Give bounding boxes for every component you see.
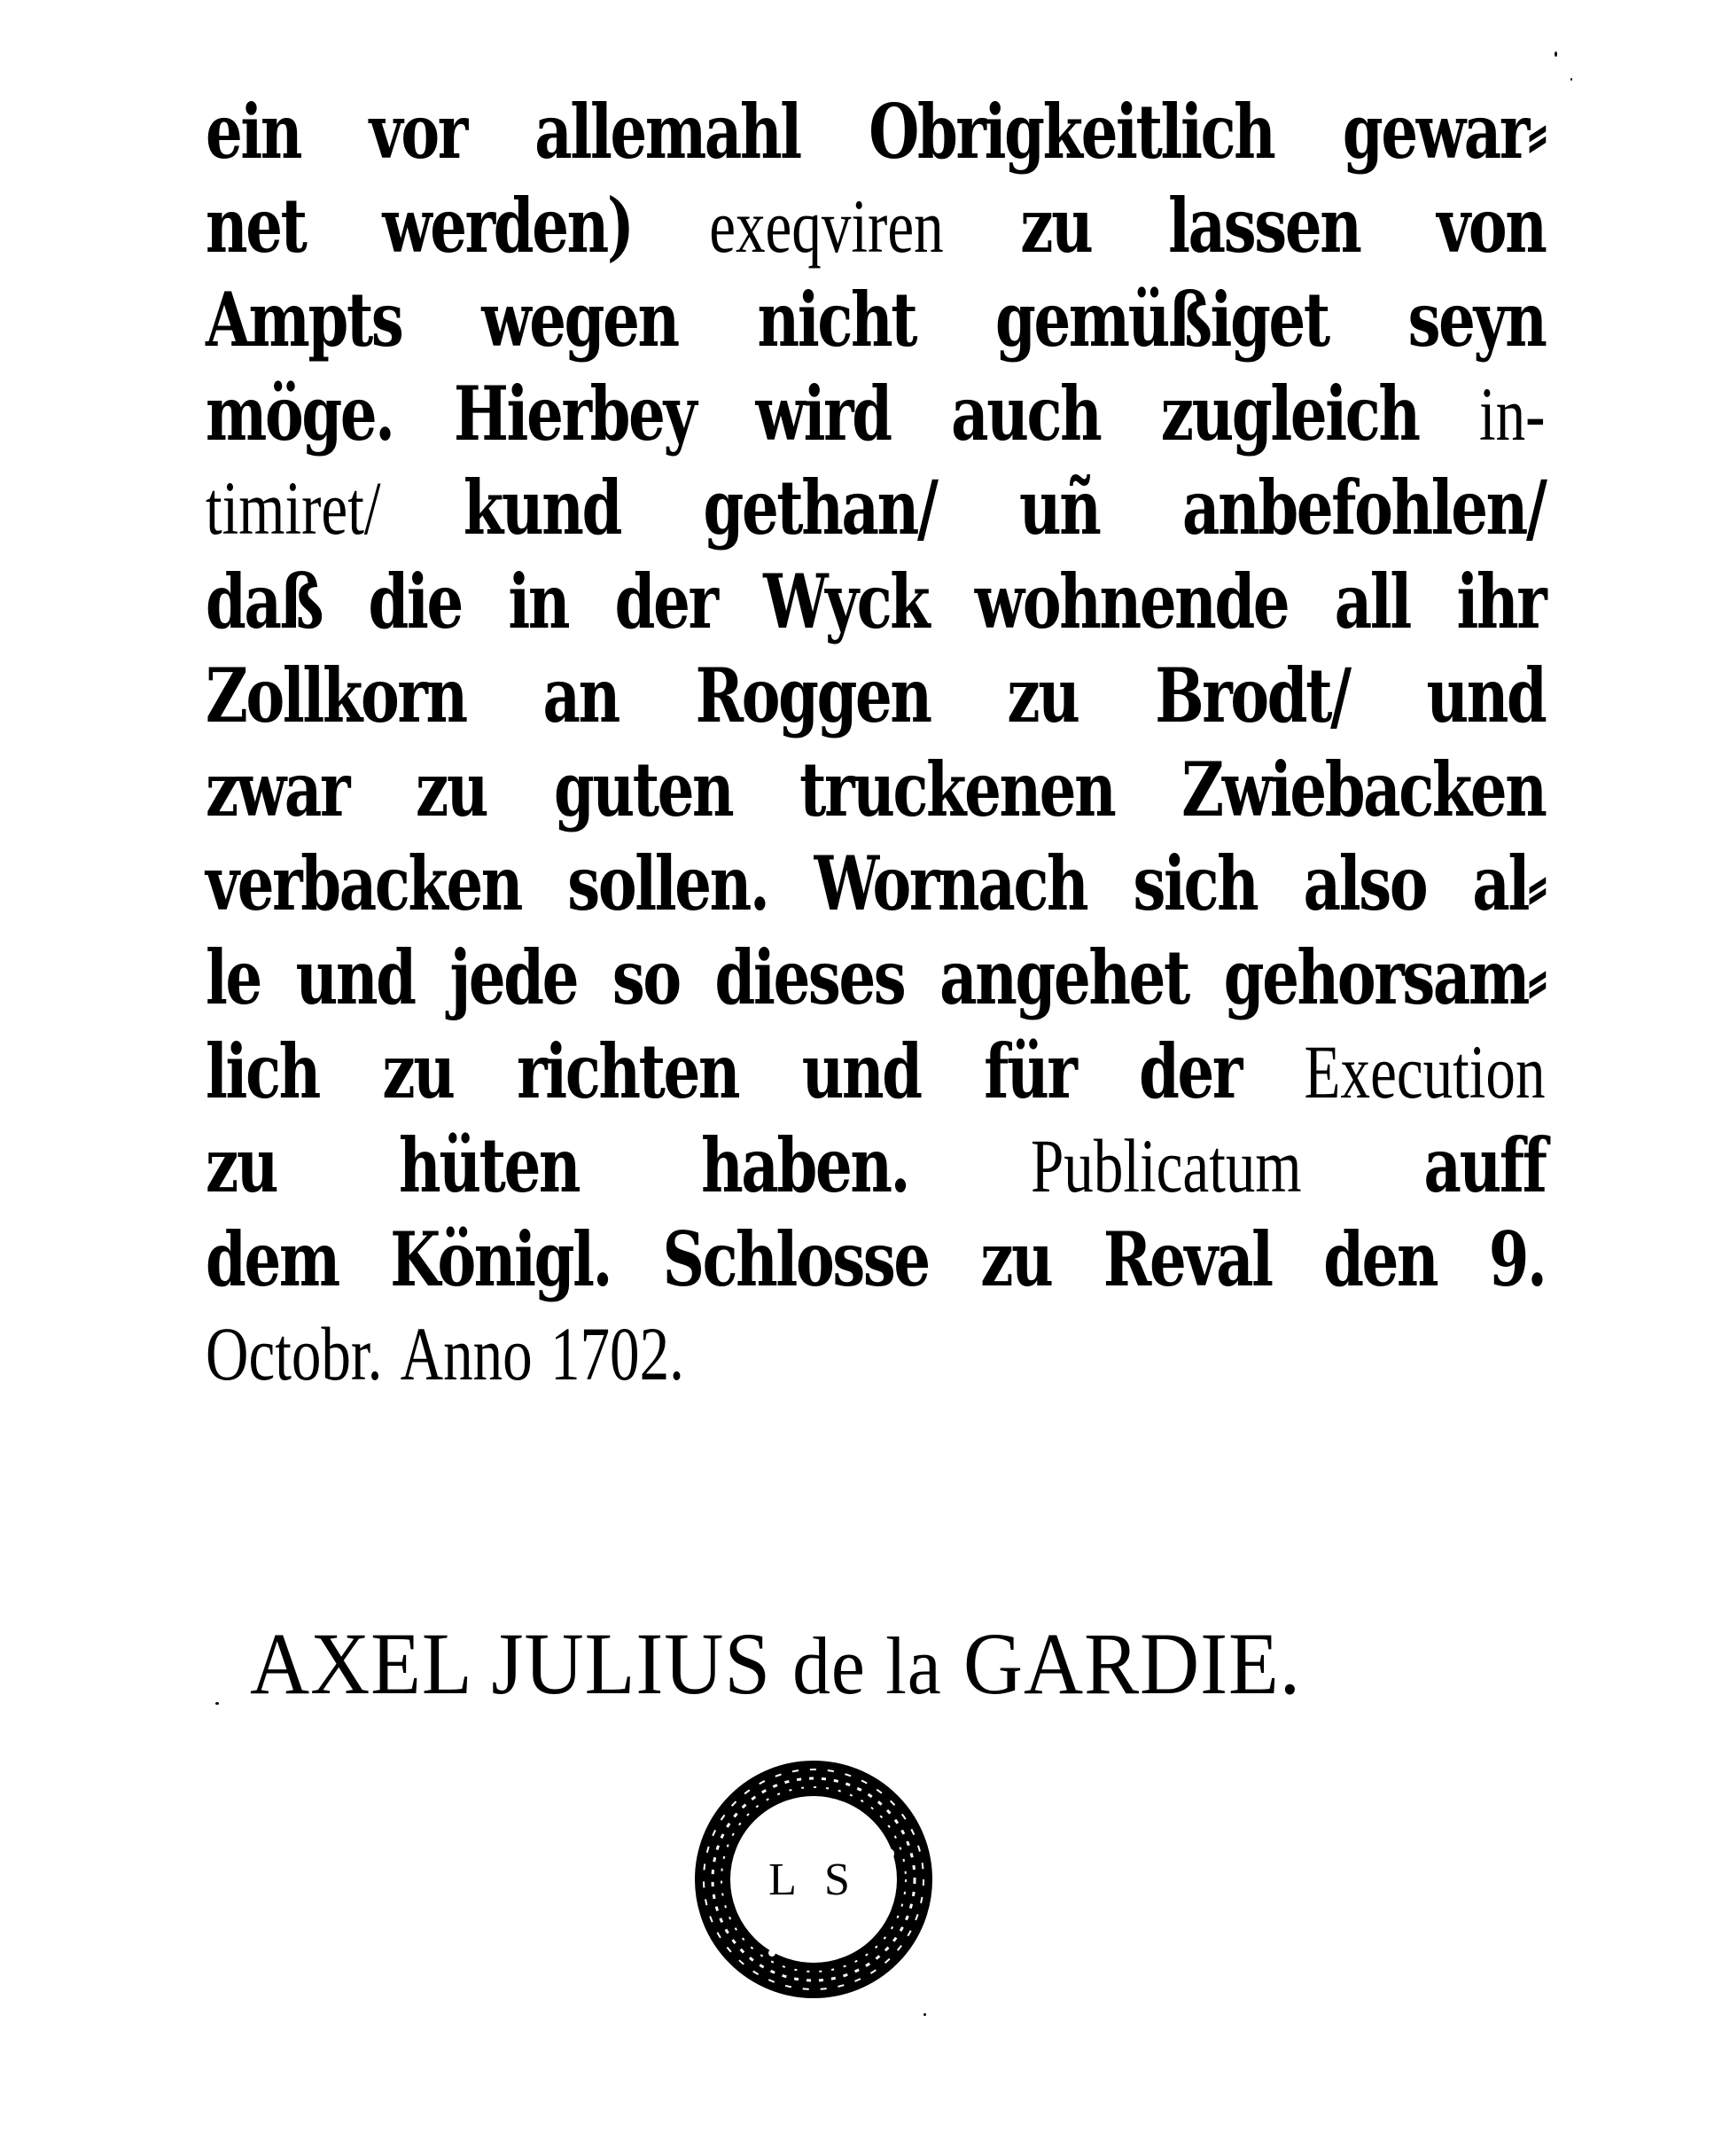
word: Reval [1103,1215,1272,1303]
word: auch [951,370,1101,457]
seal-wreath [692,1758,935,2001]
word: Wyck [763,558,929,645]
text-line-4 [206,367,1546,461]
word: guten [554,746,733,833]
ink-speck [215,1702,219,1705]
text-line-14-date [206,1307,1546,1401]
word: al⸗ [1472,840,1546,927]
word: Wornach [814,840,1087,927]
text-line-8 [206,743,1546,837]
word: hüten [399,1121,580,1209]
date-anno: Anno [400,1311,533,1396]
word: zu [416,746,487,833]
word: richten [517,1027,739,1115]
word: und [295,933,415,1021]
word: angehet [939,933,1188,1021]
word: zu [206,1121,277,1209]
word: verbacken [206,840,522,927]
word: gehorsam⸗ [1223,933,1546,1021]
word: in- [1478,371,1546,457]
word: Ampts [206,276,402,363]
word: gethan/ [703,464,937,551]
signature-surname: GARDIE. [962,1614,1301,1713]
text-line-7 [206,649,1546,743]
word: ihr [1456,558,1546,645]
text-line-5 [206,461,1546,555]
ordinance-text-block [206,85,1547,1401]
word: Roggen [695,652,931,739]
text-line-10 [206,931,1546,1025]
word: haben. [701,1121,909,1209]
word: Schlosse [662,1215,929,1303]
text-line-11 [206,1025,1546,1119]
word: timiret/ [206,465,381,551]
signature-name: AXEL JULIUS [250,1614,771,1713]
text-line-9 [206,837,1546,931]
word: exeqviren [709,184,944,269]
word: zu [382,1027,454,1115]
word: 9. [1488,1215,1546,1303]
word: wird [755,370,891,457]
word: vor [369,88,466,176]
text-line-1 [206,85,1546,179]
word: Brodt/ [1155,652,1350,739]
word: jede [449,933,578,1021]
word: also [1303,840,1427,927]
word: für [984,1027,1076,1115]
word: Publicatum [1031,1123,1302,1208]
word: gemüßiget [994,276,1329,363]
word: gewar⸗ [1342,88,1546,176]
word: zugleich [1160,370,1419,457]
word: truckenen [799,746,1115,833]
word: auff [1423,1121,1546,1209]
date-month: Octobr. [206,1311,383,1396]
word: von [1437,182,1546,270]
word: daß [206,558,323,645]
word: dieses [714,933,905,1021]
word: allemahl [534,88,800,176]
text-line-6 [206,555,1546,649]
word: kund [463,464,621,551]
word: zu [980,1215,1052,1303]
ink-speck [1555,51,1557,57]
word: werden) [382,182,633,270]
word: Königl. [390,1215,612,1303]
word: der [614,558,717,645]
date-year: 1702. [549,1311,684,1396]
text-line-2 [206,179,1546,273]
word: in [508,558,569,645]
word: le [206,933,261,1021]
word: net [206,182,306,270]
word: sollen. [567,840,768,927]
word: lich [206,1027,319,1115]
word: der [1139,1027,1242,1115]
word: an [542,652,619,739]
ink-speck [923,2013,926,2016]
word: Zwiebacken [1181,746,1546,833]
word: die [368,558,462,645]
word: sich [1133,840,1258,927]
word: Obrigkeitlich [869,88,1274,176]
text-line-12 [206,1119,1546,1213]
signature-line [250,1615,1301,1715]
word: zu [1020,182,1092,270]
word: lassen [1168,182,1360,270]
word: zu [1007,652,1079,739]
word: und [1426,652,1546,739]
word: ein [206,88,301,176]
word: dem [206,1215,339,1303]
word: möge. [206,370,394,457]
word: Execution [1304,1029,1546,1114]
seal-label: L S [768,1854,859,1905]
word: wohnende [974,558,1289,645]
word: seyn [1407,276,1546,363]
text-line-13 [206,1213,1546,1307]
word: den [1323,1215,1438,1303]
text-line-3 [206,273,1546,367]
word: nicht [757,276,916,363]
word: all [1334,558,1410,645]
word: wegen [481,276,678,363]
word: anbefohlen/ [1182,464,1546,551]
word: und [801,1027,921,1115]
word: uñ [1018,464,1100,551]
word: Zollkorn [206,652,466,739]
ink-speck [1570,78,1572,81]
word: Hierbey [453,370,696,457]
word: so [612,933,680,1021]
word: zwar [206,746,349,833]
signature-particle: de la [792,1621,942,1711]
